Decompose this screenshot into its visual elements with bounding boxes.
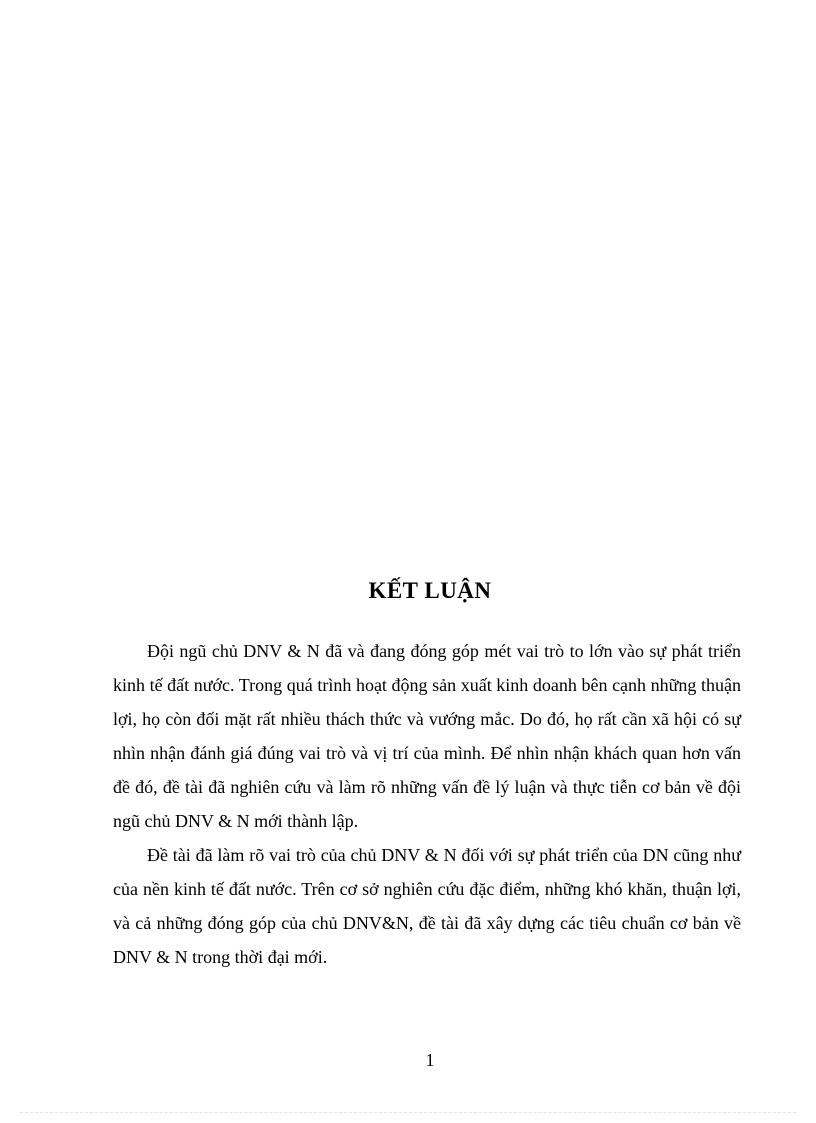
footer-divider	[20, 1112, 796, 1113]
page-number: 1	[425, 1050, 435, 1070]
section-heading: KẾT LUẬN	[368, 578, 492, 603]
body-text	[113, 634, 741, 974]
paragraph-1: Đội ngũ chủ DNV & N đã và đang đóng góp mét vai trò to lớn vào sự phát triển kinh tế đất nước. Trong quá trình hoạt động sản xuất kinh doanh bên cạnh những thuận lợi, họ còn đối mặt rất nhiều thách thức và vướng mắc. Do đó, họ rất cần xã hội có sự nhìn nhận đánh giá đúng vai trò và vị trí của mình. Để nhìn nhận khách quan hơn vấn đề đó, đề tài đã nghiên cứu và làm rõ những vấn đề lý luận và thực tiễn cơ bản về đội ngũ chủ DNV & N mới thành lập.	[113, 641, 741, 831]
paragraph-2: Đề tài đã làm rõ vai trò của chủ DNV & N đối với sự phát triển của DN cũng như của nền kinh tế đất nước. Trên cơ sở nghiên cứu đặc điểm, những khó khăn, thuận lợi, và cả những đóng góp của chủ DNV&N, đề tài đã xây dựng các tiêu chuẩn cơ bản về DNV & N trong thời đại mới.	[113, 845, 741, 967]
